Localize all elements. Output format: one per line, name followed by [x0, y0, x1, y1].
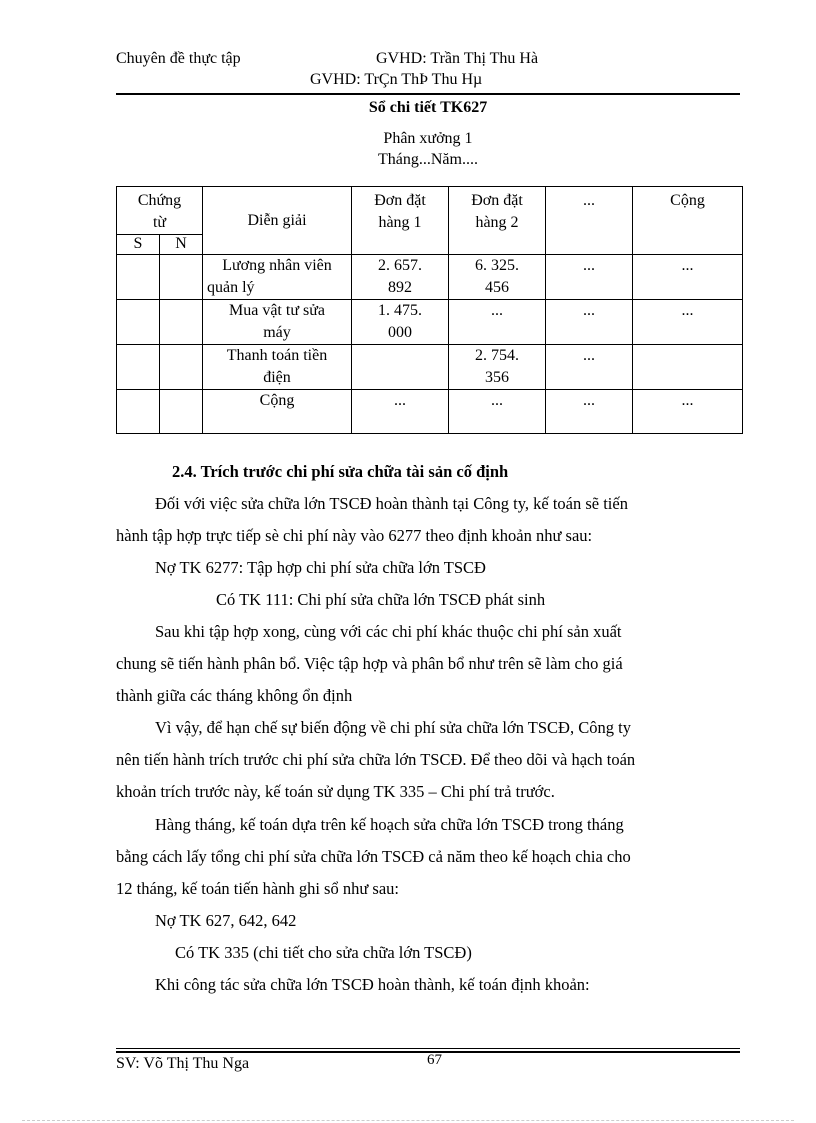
- para2-line3: thành giữa các tháng không ổn định: [116, 686, 353, 705]
- row-desc: Lương nhân viên quản lý: [203, 255, 352, 300]
- entry-debit-6277: Nợ TK 6277: Tập hợp chi phí sửa chữa lớn TSCĐ: [155, 558, 486, 577]
- section-heading: 2.4. Trích trước chi phí sửa chữa tài sản cố định: [172, 462, 509, 481]
- col-head-order2: Đơn đặt hàng 2: [449, 187, 546, 255]
- para2-line1: Sau khi tập hợp xong, cùng với các chi phí khác thuộc chi phí sản xuất: [155, 622, 622, 641]
- entry-credit-335: Có TK 335 (chi tiết cho sửa chữa lớn TSCĐ): [175, 943, 472, 962]
- para4-line1: Hàng tháng, kế toán dựa trên kế hoạch sửa chữa lớn TSCĐ trong tháng: [155, 815, 624, 834]
- para3-line3: khoản trích trước này, kế toán sử dụng TK 335 – Chi phí trả trước.: [116, 782, 555, 801]
- row-total: ...: [633, 390, 743, 434]
- table-row: [117, 255, 743, 300]
- col-head-chungtu: Chứng từ: [117, 187, 203, 235]
- row-total: [633, 345, 743, 390]
- entry-credit-111: Có TK 111: Chi phí sửa chữa lớn TSCĐ phát sinh: [216, 590, 546, 609]
- col-head-n: N: [160, 235, 203, 255]
- ledger-table: [116, 186, 743, 434]
- header-course: Chuyên đề thực tập: [116, 50, 241, 67]
- row-order2: ...: [449, 300, 546, 345]
- para3-line1: Vì vậy, để hạn chế sự biến động về chi phí sửa chữa lớn TSCĐ, Công ty: [155, 718, 631, 737]
- page-bottom-edge: [22, 1120, 794, 1121]
- row-etc: ...: [546, 390, 633, 434]
- para4-line2: bằng cách lấy tổng chi phí sửa chữa lớn TSCĐ cả năm theo kế hoạch chia cho: [116, 847, 631, 866]
- row-etc: ...: [546, 300, 633, 345]
- row-etc: ...: [546, 345, 633, 390]
- row-order1: [352, 345, 449, 390]
- row-total: ...: [633, 255, 743, 300]
- header-supervisor: GVHD: Trần Thị Thu Hà: [376, 50, 539, 67]
- row-order1: 2. 657. 892: [352, 255, 449, 300]
- col-head-total: Cộng: [633, 187, 743, 255]
- footer-rule-top: [116, 1048, 740, 1049]
- table-row: [117, 300, 743, 345]
- row-etc: ...: [546, 255, 633, 300]
- header-rule: [116, 93, 740, 95]
- row-desc: Thanh toán tiền điện: [203, 345, 352, 390]
- para2-line2: chung sẽ tiến hành phân bổ. Việc tập hợp và phân bổ như trên sẽ làm cho giá: [116, 654, 623, 673]
- header-supervisor-garbled: GVHD: TrÇn ThÞ Thu Hµ: [310, 71, 483, 88]
- subtitle-workshop: Phân xưởng 1: [383, 130, 473, 147]
- col-head-order1: Đơn đặt hàng 1: [352, 187, 449, 255]
- para1-line2: hành tập hợp trực tiếp sè chi phí này vào 6277 theo định khoản như sau:: [116, 526, 593, 545]
- col-head-etc: ...: [546, 187, 633, 255]
- row-order2: ...: [449, 390, 546, 434]
- footer-student: SV: Võ Thị Thu Nga: [116, 1055, 250, 1072]
- col-head-s: S: [117, 235, 160, 255]
- table-row: [117, 345, 743, 390]
- row-desc: Mua vật tư sửa máy: [203, 300, 352, 345]
- page-number: 67: [427, 1052, 442, 1068]
- col-head-diengiai: Diễn giải: [203, 187, 352, 255]
- entry-debit-627: Nợ TK 627, 642, 642: [155, 911, 297, 930]
- row-desc: Cộng: [203, 390, 352, 434]
- row-total: ...: [633, 300, 743, 345]
- para5-line1: Khi công tác sửa chữa lớn TSCĐ hoàn thành, kế toán định khoản:: [155, 975, 590, 994]
- row-order1: 1. 475. 000: [352, 300, 449, 345]
- table-row: [117, 390, 743, 434]
- para3-line2: nên tiến hành trích trước chi phí sửa chữa lớn TSCĐ. Để theo dõi và hạch toán: [116, 750, 636, 769]
- row-order2: 6. 325. 456: [449, 255, 546, 300]
- page-title: Sổ chi tiết TK627: [368, 99, 488, 116]
- para4-line3: 12 tháng, kế toán tiến hành ghi sổ như sau:: [116, 879, 399, 898]
- para1-line1: Đối với việc sửa chữa lớn TSCĐ hoàn thành tại Công ty, kế toán sẽ tiến: [155, 494, 628, 513]
- row-order1: ...: [352, 390, 449, 434]
- subtitle-period: Tháng...Năm....: [378, 151, 478, 168]
- row-order2: 2. 754. 356: [449, 345, 546, 390]
